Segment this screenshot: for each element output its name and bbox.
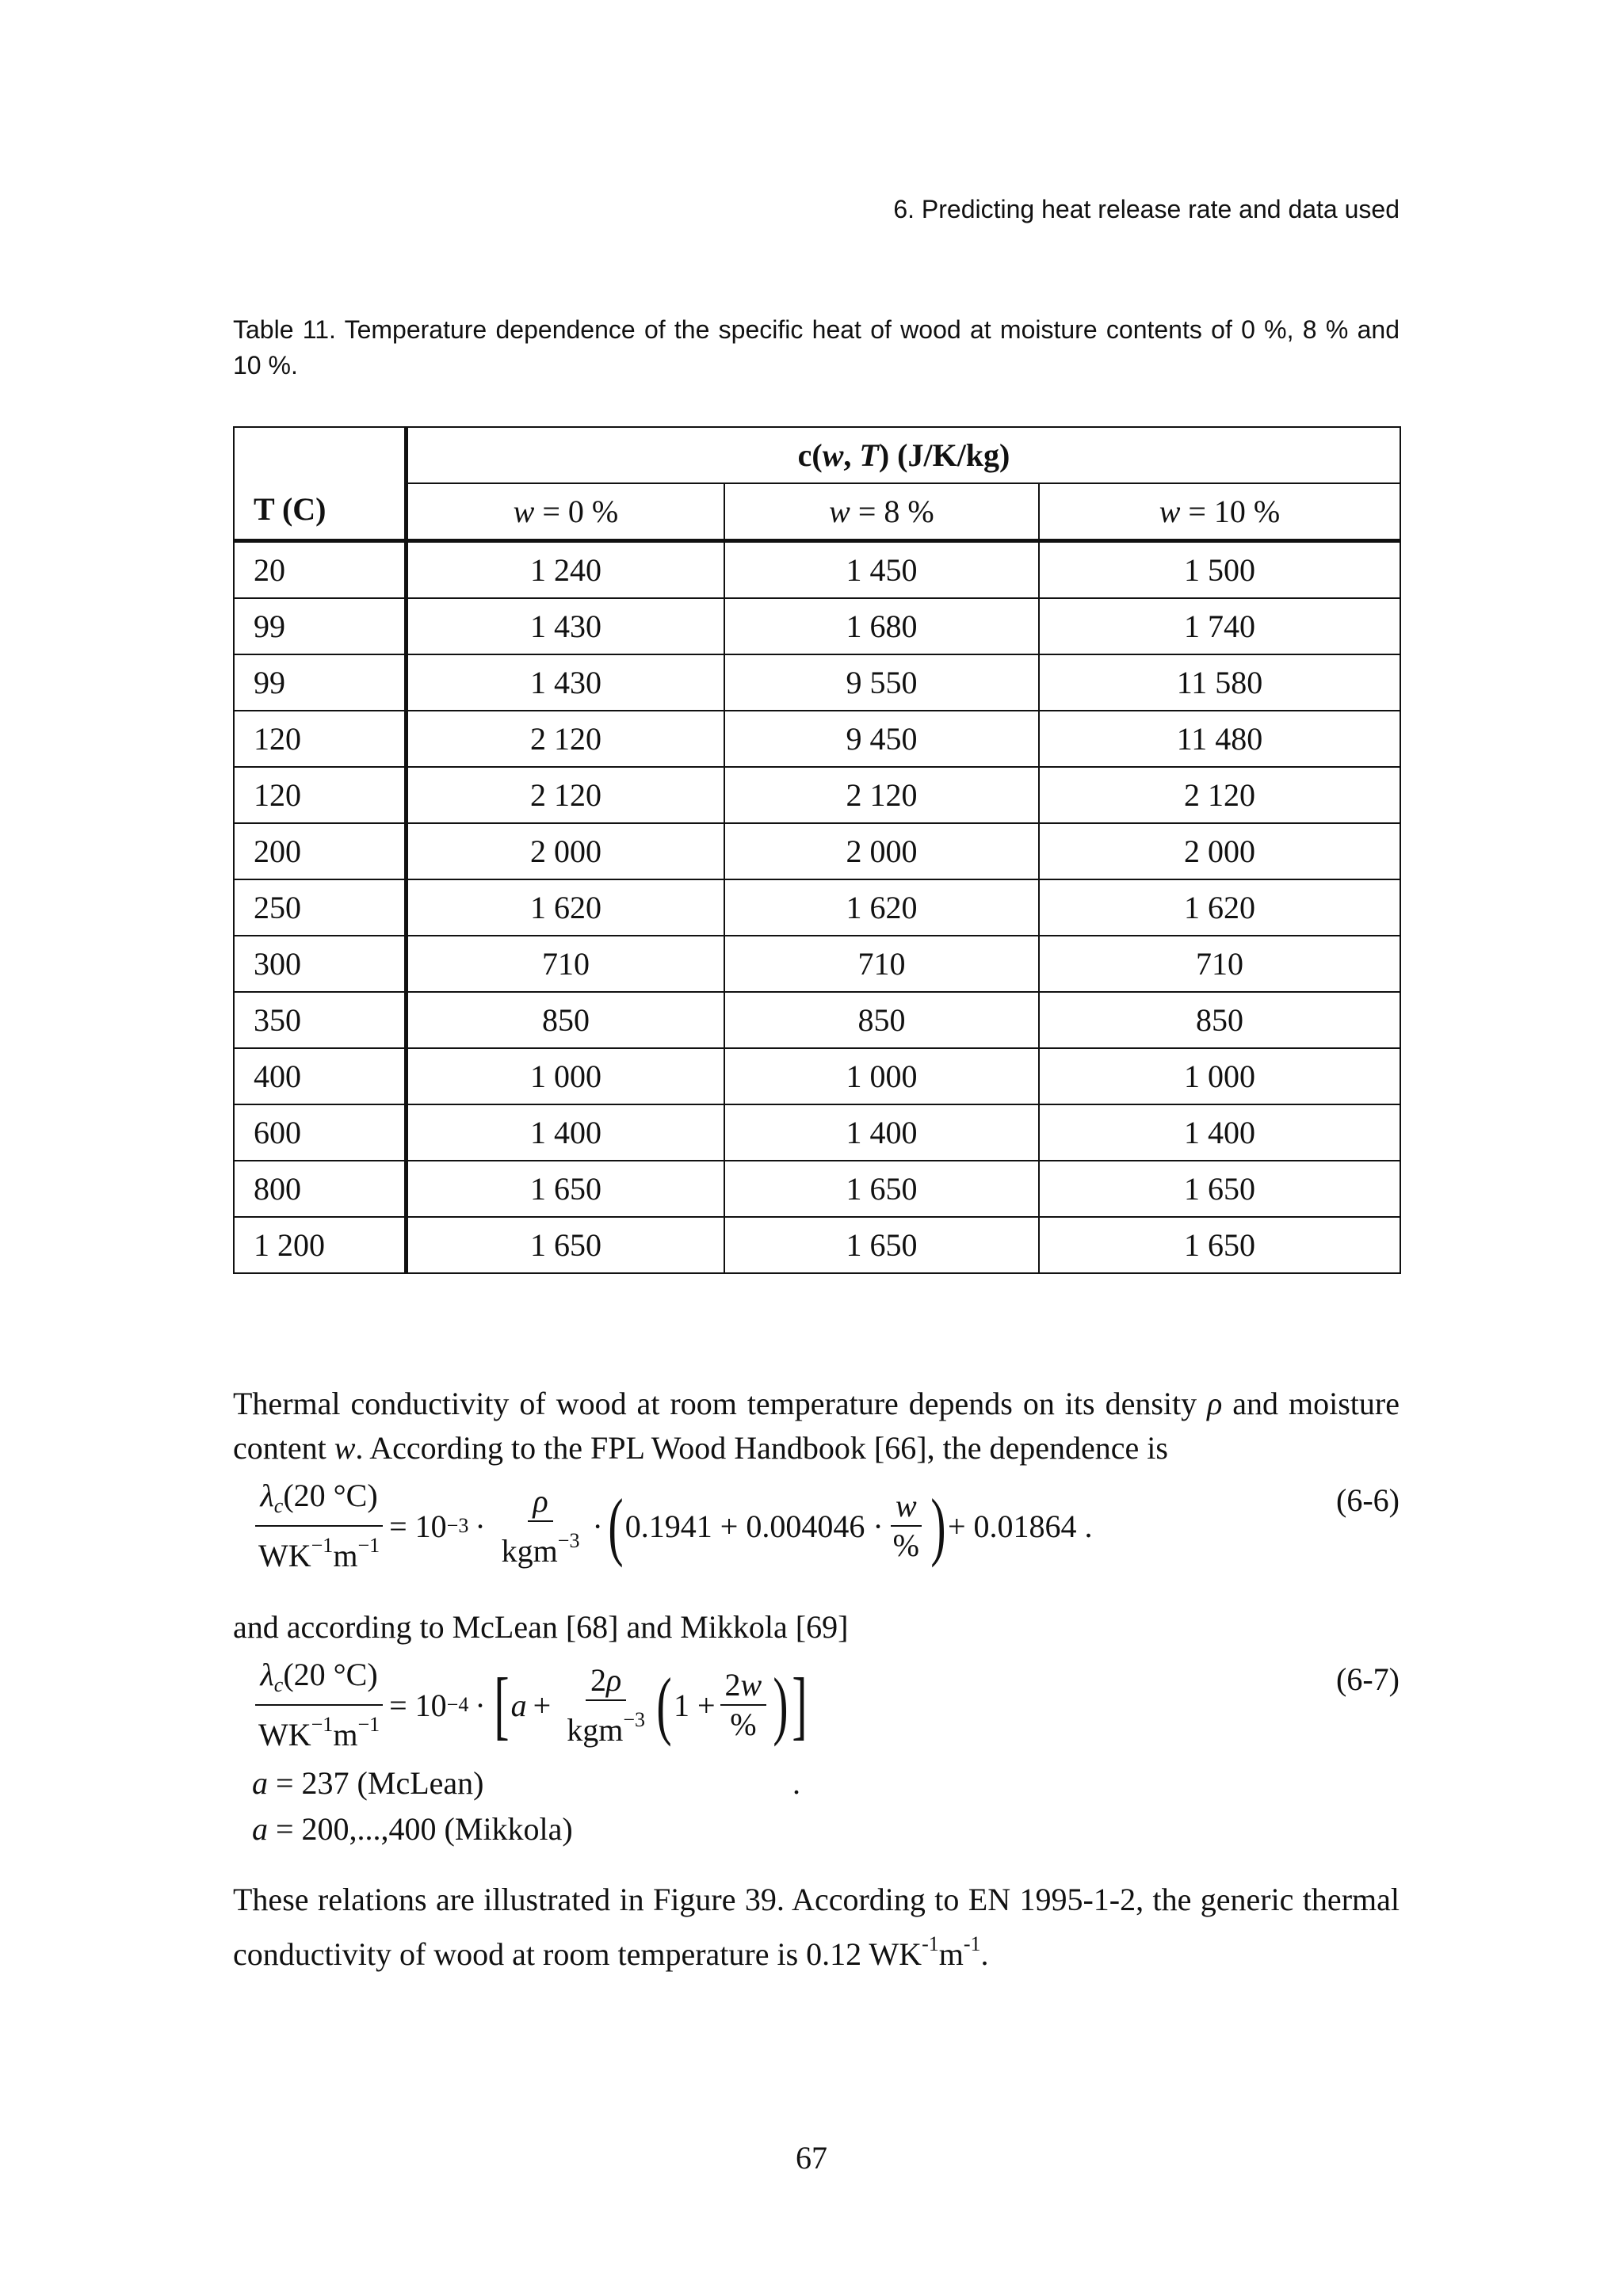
column-header-w8: w = 8 % [724, 483, 1039, 541]
table-row [234, 541, 1400, 599]
table-row [234, 1048, 1400, 1104]
specific-heat-cell: 1 650 [724, 1217, 1039, 1273]
specific-heat-cell: 1 500 [1039, 541, 1400, 599]
specific-heat-cell: 1 650 [724, 1161, 1039, 1217]
specific-heat-cell: 1 400 [407, 1104, 724, 1161]
table-row [234, 936, 1400, 992]
specific-heat-cell: 2 000 [407, 823, 724, 879]
specific-heat-cell: 1 620 [1039, 879, 1400, 936]
specific-heat-cell: 9 450 [724, 711, 1039, 767]
specific-heat-cell: 1 430 [407, 598, 724, 654]
specific-heat-cell: 2 120 [407, 711, 724, 767]
a-value-mikkola: a = 200,...,400 (Mikkola) [252, 1811, 573, 1847]
table-caption: Table 11. Temperature dependence of the specific heat of wood at moisture contents of 0 %, 8 % and 10 %. [233, 315, 1400, 379]
equation-number-6-6: (6-6) [1336, 1482, 1400, 1518]
table-body [234, 541, 1400, 1274]
temperature-cell: 99 [234, 598, 407, 654]
temperature-cell: 200 [234, 823, 407, 879]
temperature-cell: 400 [234, 1048, 407, 1104]
table-row [234, 598, 1400, 654]
specific-heat-cell: 2 120 [1039, 767, 1400, 823]
temperature-cell: 1 200 [234, 1217, 407, 1273]
specific-heat-cell: 2 000 [1039, 823, 1400, 879]
table-row [234, 1161, 1400, 1217]
temperature-cell: 300 [234, 936, 407, 992]
temperature-cell: 350 [234, 992, 407, 1048]
running-header: 6. Predicting heat release rate and data used [893, 195, 1400, 223]
specific-heat-cell: 2 120 [724, 767, 1039, 823]
temperature-cell: 99 [234, 654, 407, 711]
specific-heat-cell: 850 [724, 992, 1039, 1048]
specific-heat-cell: 1 650 [1039, 1217, 1400, 1273]
specific-heat-cell: 2 000 [724, 823, 1039, 879]
specific-heat-cell: 850 [407, 992, 724, 1048]
equation-trailing-dot: . [792, 1765, 800, 1801]
table-row [234, 654, 1400, 711]
eq2-density-fraction: $\frac{2\rho}{kgm^{-3}}$ [567, 1661, 645, 1748]
temperature-cell: 20 [234, 541, 407, 599]
eq2-moisture-fraction: $\frac{2w}{\%}$ [720, 1666, 767, 1744]
specific-heat-cell: 1 240 [407, 541, 724, 599]
temperature-cell: 120 [234, 711, 407, 767]
specific-heat-cell: 1 680 [724, 598, 1039, 654]
paragraph-mclean-mikkola: and according to McLean [68] and Mikkola [69] [233, 1609, 849, 1645]
specific-heat-cell: 1 430 [407, 654, 724, 711]
specific-heat-cell: 1 450 [724, 541, 1039, 599]
specific-heat-table [233, 426, 1401, 1274]
paragraph-generic-conductivity: These relations are illustrated in Figure 39. According to EN 1995-1-2, the generic thermal conductivity of wood at room temperature is 0.12 $WK^{-1}m^{-1}$. [233, 1882, 1400, 1972]
column-header-w10: w = 10 % [1039, 483, 1400, 541]
specific-heat-cell: 1 650 [407, 1217, 724, 1273]
temperature-cell: 600 [234, 1104, 407, 1161]
specific-heat-cell: 710 [407, 936, 724, 992]
specific-heat-cell: 11 480 [1039, 711, 1400, 767]
specific-heat-cell: 1 000 [1039, 1048, 1400, 1104]
temperature-cell: 800 [234, 1161, 407, 1217]
eq1-density-fraction: $\frac{\rho}{kgm^{-3}}$ [501, 1482, 580, 1569]
eq2-lhs-fraction: $\frac{\lambda_c(20 ^\circ C)}{WK^{-1}m^{-1}}$ [254, 1656, 384, 1754]
table-row [234, 823, 1400, 879]
specific-heat-group-header: c(w, T) (J/K/kg) [407, 427, 1401, 483]
table-row [234, 711, 1400, 767]
specific-heat-cell: 710 [1039, 936, 1400, 992]
specific-heat-cell: 850 [1039, 992, 1400, 1048]
column-header-w0: w = 0 % [407, 483, 724, 541]
a-value-mclean: a = 237 (McLean) [252, 1765, 484, 1801]
eq1-lhs-fraction: $\frac{\lambda_c(20 ^\circ C)}{WK^{-1}m^{-1}}$ [254, 1477, 384, 1575]
equation-number-6-7: (6-7) [1336, 1661, 1400, 1697]
temperature-header: T (C) [234, 427, 407, 541]
specific-heat-cell: 1 000 [724, 1048, 1039, 1104]
specific-heat-cell: 1 620 [724, 879, 1039, 936]
specific-heat-cell: 11 580 [1039, 654, 1400, 711]
specific-heat-cell: 9 550 [724, 654, 1039, 711]
specific-heat-cell: 710 [724, 936, 1039, 992]
specific-heat-cell: 1 740 [1039, 598, 1400, 654]
table-row [234, 992, 1400, 1048]
equation-6-7: $\frac{\lambda_c(20 ^\circ C)}{WK^{-1}m^{-1}}$ = 10 −4 · [ a + $\frac{2\rho}{kgm^{-3}}$ ( 1 + $\frac{2w}{\%}$ ) ] [249, 1656, 809, 1754]
specific-heat-cell: 1 650 [407, 1161, 724, 1217]
specific-heat-cell: 1 650 [1039, 1161, 1400, 1217]
specific-heat-cell: 1 000 [407, 1048, 724, 1104]
temperature-cell: 250 [234, 879, 407, 936]
specific-heat-cell: 1 400 [1039, 1104, 1400, 1161]
table-row [234, 767, 1400, 823]
specific-heat-cell: 1 400 [724, 1104, 1039, 1161]
paragraph-thermal-conductivity: Thermal conductivity of wood at room temperature depends on its density ρ and moisture content w. According to the FPL Wood Handbook [66], the dependence is [233, 1386, 1400, 1466]
temperature-cell: 120 [234, 767, 407, 823]
table-row [234, 1104, 1400, 1161]
table-row [234, 1217, 1400, 1273]
specific-heat-cell: 1 620 [407, 879, 724, 936]
page-number: 67 [796, 2140, 827, 2176]
table-row [234, 879, 1400, 936]
eq1-moisture-fraction: $\frac{w}{\%}$ [888, 1487, 924, 1565]
equation-6-6: $\frac{\lambda_c(20 ^\circ C)}{WK^{-1}m^{-1}}$ = 10 −3 · $\frac{\rho}{kgm^{-3}}$ · ( 0.1941 + 0.004046 · $\frac{w}{\%}$ ) + 0.01864 . [249, 1477, 1093, 1575]
specific-heat-cell: 2 120 [407, 767, 724, 823]
